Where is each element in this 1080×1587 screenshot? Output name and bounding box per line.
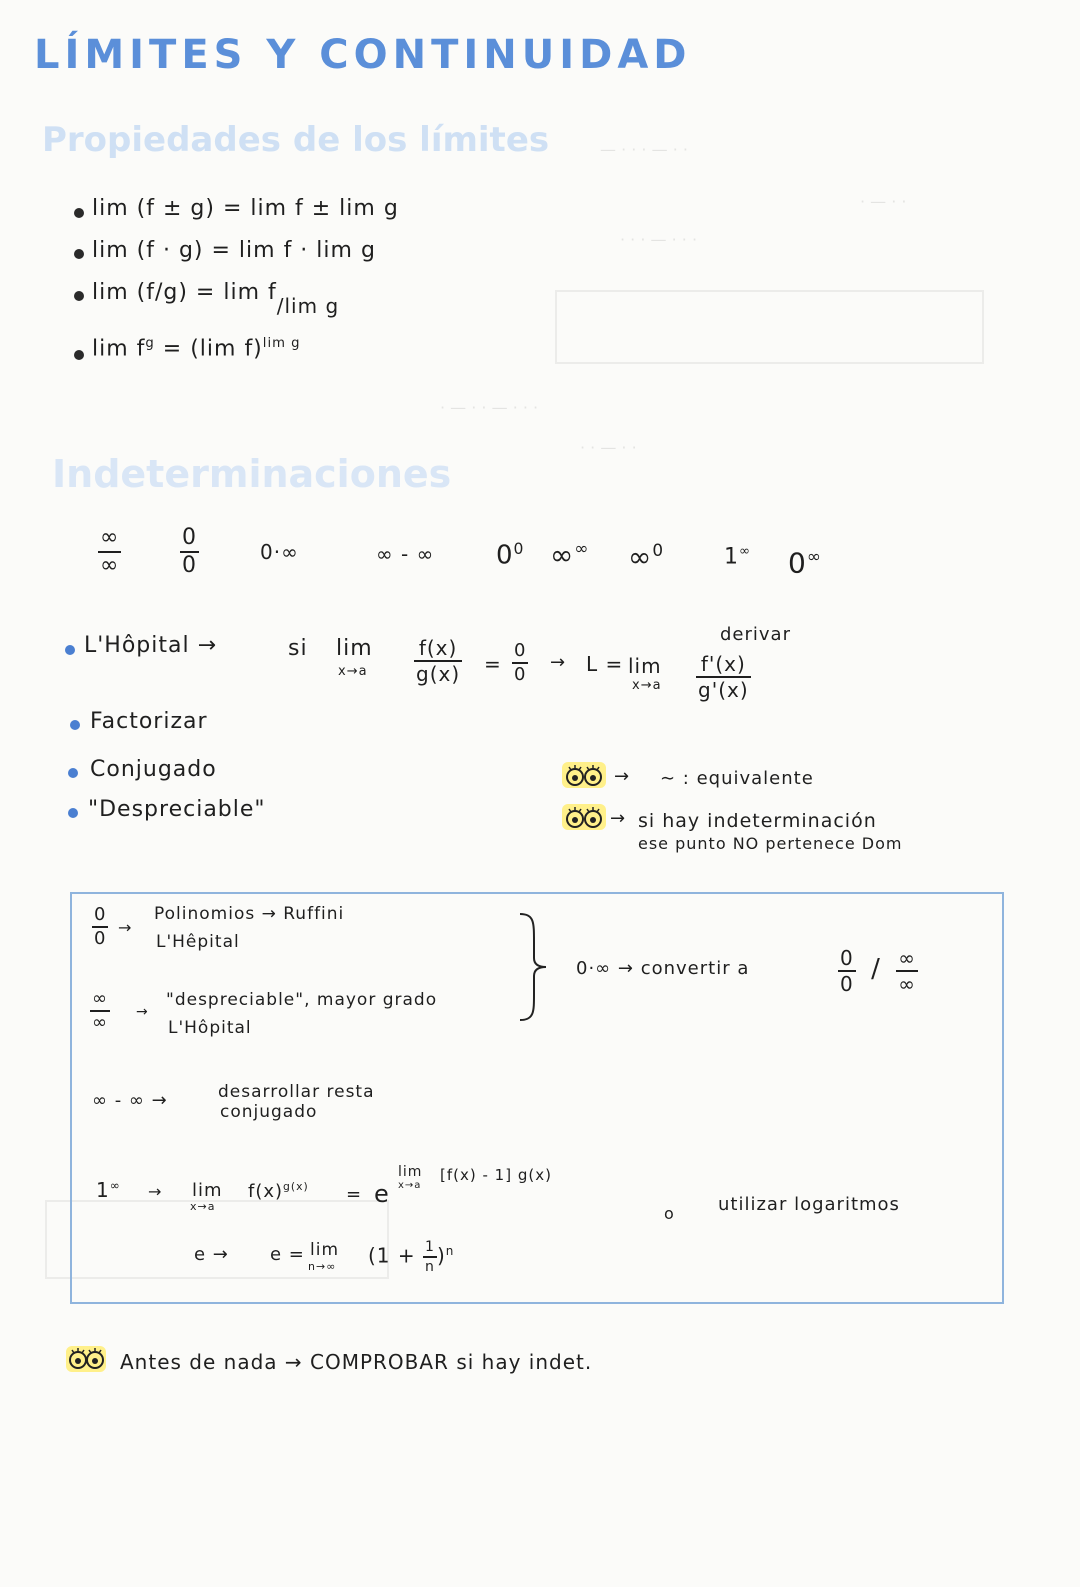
box-lhopital-1: L'Hêpital — [156, 932, 240, 952]
bullet — [74, 208, 84, 218]
lhopital-label: L'Hôpital → — [84, 633, 218, 658]
eyes-icon — [562, 762, 606, 788]
brace-shape — [516, 912, 556, 1022]
box-arrow: → — [148, 1182, 163, 1201]
box-lhopital-2: L'Hôpital — [168, 1018, 252, 1038]
box-equals: = — [346, 1184, 363, 1205]
property-quotient: lim (f/g) = lim f/lim g — [92, 280, 340, 318]
bullet — [70, 720, 80, 730]
box-fx: $f(x)^{g(x)}$ — [248, 1180, 309, 1202]
page-title: LÍMITES Y CONTINUIDAD — [34, 32, 692, 78]
box-despreciable: "despreciable", mayor grado — [166, 990, 438, 1010]
indet-zero-times-inf: 0·∞ — [260, 540, 299, 564]
indet-one-pow-inf: 1∞ — [724, 544, 751, 570]
box-one-pow-inf: 1∞ — [96, 1178, 121, 1202]
box-arrow: → — [136, 1004, 149, 1020]
method-despreciable: "Despreciable" — [88, 797, 266, 822]
note1-equivalente: ∼ : equivalente — [660, 768, 814, 789]
bleed-text: — · · · — · · — [600, 140, 688, 159]
lhopital-equals: = — [484, 652, 502, 676]
lhopital-derivar-note: derivar — [720, 624, 791, 645]
box-convert-fractions: $\frac{0}{0}$ / $\frac{\infty}{\infty}$ — [840, 946, 916, 996]
section-heading-indeterminations: Indeterminaciones — [52, 452, 452, 496]
box-e-lim: lim — [310, 1240, 340, 1260]
bleed-text: · — · · — [860, 192, 907, 211]
indet-zero-pow-inf: 0∞ — [788, 546, 822, 580]
lhopital-lim-sub: x→a — [338, 664, 368, 679]
bullet — [74, 249, 84, 259]
box-e-lim-sub: n→∞ — [308, 1260, 337, 1273]
box-zero-times-inf: 0·∞ → convertir a — [576, 958, 750, 979]
method-factorizar: Factorizar — [90, 709, 208, 734]
box-e: e — [374, 1180, 390, 1208]
bleed-text: · — · · — · · · — [440, 398, 539, 417]
box-lim-sub: x→a — [190, 1200, 216, 1213]
lhopital-si: si — [288, 636, 308, 661]
indet-zero-pow-zero: $0^0$ — [496, 540, 525, 571]
bullet — [68, 808, 78, 818]
lhopital-fraction: $\frac{f(x)}{g(x)}$ — [416, 636, 461, 686]
eyes-icon — [562, 804, 606, 830]
indet-inf-over-inf: $\frac{\infty}{\infty}$ — [100, 525, 120, 578]
box-e-body: (1 + $\frac{1}{n}$ )$^n$ — [368, 1239, 455, 1275]
box-desarrollar: desarrollar resta — [218, 1082, 375, 1102]
indet-inf-minus-inf: ∞ - ∞ — [376, 542, 435, 566]
footer-note: Antes de nada → COMPROBAR si hay indet. — [120, 1350, 593, 1374]
bleed-box — [555, 290, 984, 364]
lhopital-arrow: → — [550, 652, 567, 673]
bleed-text: · · · — · · · — [620, 230, 698, 249]
lhopital-L: L = — [586, 652, 624, 676]
box-logaritmos: utilizar logaritmos — [718, 1194, 900, 1215]
method-conjugado: Conjugado — [90, 757, 217, 782]
lhopital-lim2-sub: x→a — [632, 678, 662, 693]
indet-zero-over-zero: $\frac{0}{0}$ — [182, 525, 197, 578]
lhopital-lim2: lim — [628, 654, 662, 678]
section-heading-properties: Propiedades de los límites — [42, 120, 550, 160]
bullet — [65, 645, 75, 655]
property-sum: lim (f ± g) = lim f ± lim g — [92, 196, 399, 221]
box-arrow: → — [118, 918, 133, 937]
box-lim: lim — [192, 1180, 223, 1201]
box-e-exp-sub: x→a — [398, 1180, 422, 1191]
indet-inf-pow-inf: ∞∞ — [550, 538, 590, 572]
box-inf-over-inf: $\frac{\infty}{\infty}$ — [92, 988, 108, 1033]
box-conjugado: conjugado — [220, 1102, 318, 1122]
box-e-exp-body: [f(x) - 1] g(x) — [440, 1166, 552, 1184]
bullet — [74, 291, 84, 301]
bullet — [74, 350, 84, 360]
box-e-label: e → — [194, 1244, 229, 1265]
lhopital-zero-over-zero: $\frac{0}{0}$ — [514, 640, 527, 685]
bullet — [68, 768, 78, 778]
note2-line2: ese punto NO pertenece Dom — [638, 834, 903, 853]
bleed-text: · · — · · — [580, 438, 637, 457]
box-e-exp-lim: lim — [398, 1164, 423, 1180]
lhopital-lim: lim — [336, 636, 373, 661]
note1-arrow: → — [614, 766, 631, 787]
property-product: lim (f · g) = lim f · lim g — [92, 238, 376, 263]
box-polinomios: Polinomios → Ruffini — [154, 904, 345, 924]
box-e-eq: e = — [270, 1244, 305, 1265]
box-zero-over-zero: $\frac{0}{0}$ — [94, 904, 107, 949]
note2-arrow: → — [610, 808, 627, 829]
indet-inf-pow-zero: ∞$^0$ — [628, 540, 665, 574]
lhopital-derivative-fraction: $\frac{f'(x)}{g'(x)}$ — [698, 652, 749, 702]
box-or: o — [664, 1204, 675, 1223]
box-inf-minus-inf: ∞ - ∞ → — [92, 1090, 168, 1111]
property-power: $\lim f^g = (\lim$ f)$^{lim g}$ — [92, 336, 301, 362]
eyes-icon — [66, 1346, 106, 1372]
note2-line1: si hay indeterminación — [638, 810, 877, 832]
